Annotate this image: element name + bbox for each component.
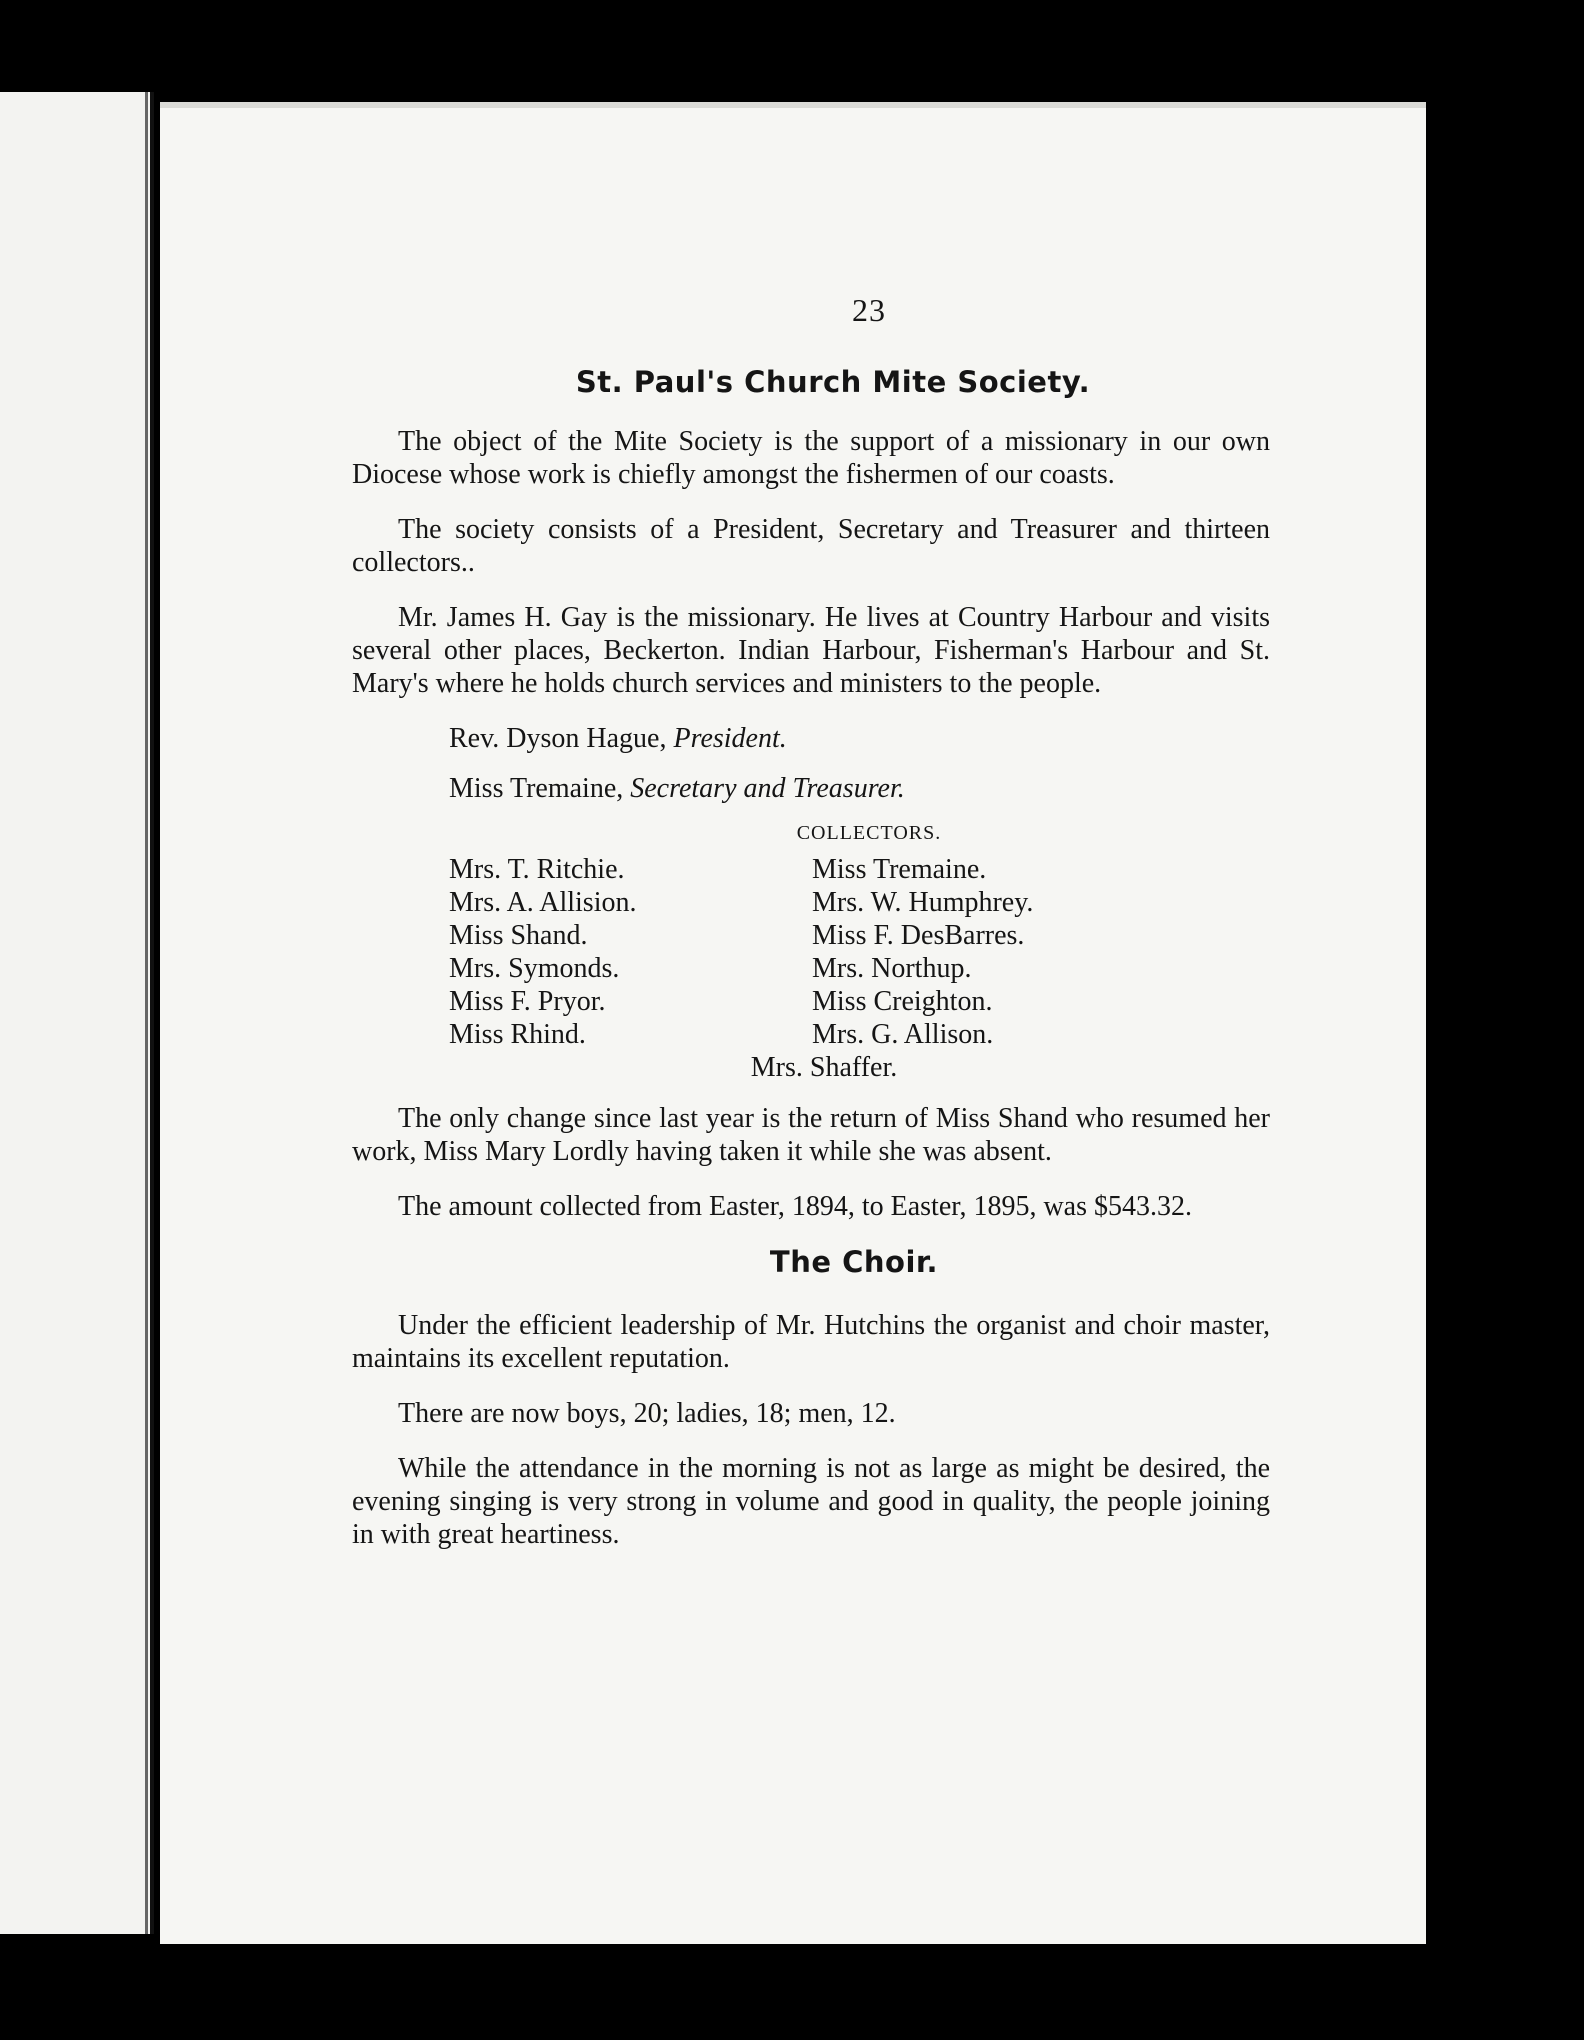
choir-members-paragraph: There are now boys, 20; ladies, 18; men, 12. [398, 1398, 896, 1429]
collectors-right-column [786, 853, 1149, 1051]
choir-attendance-paragraph: While the attendance in the morning is not as large as might be desired, the evening singing is very strong in volume and good in quality, the people joining in with great heartiness. [352, 1453, 1270, 1550]
collectors-heading: COLLECTORS. [796, 822, 942, 844]
collector-name: Miss Shand. [449, 920, 588, 951]
collector-name: Miss F. DesBarres. [812, 920, 1025, 951]
page-number: 23 [852, 292, 886, 328]
mite-society-membership-paragraph: The society consists of a President, Secretary and Treasurer and thirteen collectors.. [352, 514, 1270, 578]
change-note-paragraph: The only change since last year is the return of Miss Shand who resumed her work, Miss Mary Lordly having taken it while she was absent. [352, 1103, 1270, 1167]
collectors-left-column [449, 853, 786, 1051]
previous-page-edge [0, 92, 154, 1934]
choir-heading: The Choir. [769, 1245, 939, 1279]
missionary-paragraph: Mr. James H. Gay is the missionary. He lives at Country Harbour and visits several other places, Beckerton. Indian Harbour, Fisherman's Harbour and St. Mary's where he holds church services and ministers to the people. [352, 602, 1270, 699]
officer-name: Miss Tremaine, [449, 773, 624, 804]
officer-role: Secretary and Treasurer. [630, 773, 905, 804]
collector-name: Miss Rhind. [449, 1019, 586, 1050]
collector-name: Miss Tremaine. [812, 854, 987, 885]
collector-name: Mrs. T. Ritchie. [449, 854, 625, 885]
officer-role: President. [673, 723, 787, 754]
choir-leadership-paragraph: Under the efficient leadership of Mr. Hutchins the organist and choir master, maintains its excellent reputation. [352, 1310, 1270, 1374]
mite-society-heading: St. Paul's Church Mite Society. [575, 365, 1091, 399]
page-content [352, 292, 1270, 1573]
collector-name: Mrs. G. Allison. [812, 1019, 994, 1050]
collector-name-centered: Mrs. Shaffer. [750, 1052, 898, 1083]
collector-name: Mrs. A. Allision. [449, 887, 637, 918]
collectors-list [449, 853, 1149, 1051]
officer-name: Rev. Dyson Hague, [449, 723, 667, 754]
collector-name: Miss Creighton. [812, 986, 993, 1017]
amount-collected-paragraph: The amount collected from Easter, 1894, to Easter, 1895, was $543.32. [398, 1191, 1192, 1222]
officer-president [449, 722, 1270, 756]
collector-name: Mrs. W. Humphrey. [812, 887, 1034, 918]
collector-name: Miss F. Pryor. [449, 986, 606, 1017]
page-23 [160, 102, 1426, 1944]
officer-secretary-treasurer [449, 772, 1270, 806]
collector-name: Mrs. Northup. [812, 953, 972, 984]
mite-society-object-paragraph: The object of the Mite Society is the support of a missionary in our own Diocese whose work is chiefly amongst the fishermen of our coasts. [352, 426, 1270, 490]
collector-name: Mrs. Symonds. [449, 953, 620, 984]
